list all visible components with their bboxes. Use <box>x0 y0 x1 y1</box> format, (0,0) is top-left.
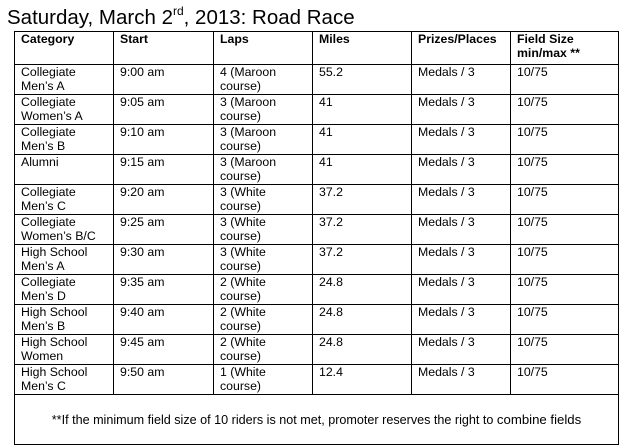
cell-field-size <box>511 335 619 365</box>
cell-start-line: 9:10 am <box>120 125 165 139</box>
cell-start-line: 9:45 am <box>120 335 165 349</box>
cell-start <box>114 185 214 215</box>
cell-start <box>114 275 214 305</box>
cell-prizes-line: Medals / 3 <box>418 365 475 379</box>
cell-prizes <box>412 65 511 95</box>
cell-field-size <box>511 155 619 185</box>
cell-field-size-line: 10/75 <box>517 335 548 349</box>
cell-start <box>114 155 214 185</box>
header-category: Category <box>15 32 114 65</box>
cell-category-line: High School <box>21 305 88 319</box>
cell-field-size <box>511 215 619 245</box>
cell-laps-line: 3 (Maroon <box>220 155 277 169</box>
cell-miles-line: 24.8 <box>319 305 343 319</box>
cell-laps-line: course) <box>220 169 262 183</box>
cell-miles <box>313 95 412 125</box>
cell-prizes-line: Medals / 3 <box>418 95 475 109</box>
cell-prizes <box>412 335 511 365</box>
cell-miles-line: 24.8 <box>319 275 343 289</box>
header-miles: Miles <box>313 32 412 65</box>
cell-field-size-line: 10/75 <box>517 125 548 139</box>
cell-category <box>15 215 114 245</box>
cell-laps-line: course) <box>220 259 262 273</box>
table-row <box>15 275 619 305</box>
cell-category-line: Men’s B <box>21 319 66 333</box>
cell-field-size <box>511 305 619 335</box>
cell-laps-line: 4 (Maroon <box>220 65 277 79</box>
cell-field-size-line: 10/75 <box>517 215 548 229</box>
cell-prizes-line: Medals / 3 <box>418 185 475 199</box>
cell-laps-line: 3 (White <box>220 245 266 259</box>
cell-category-line: Collegiate <box>21 125 76 139</box>
cell-category-line: Men’s A <box>21 79 65 93</box>
cell-laps-line: 2 (White <box>220 305 266 319</box>
cell-prizes <box>412 185 511 215</box>
title-date: Saturday, March 2 <box>7 6 173 29</box>
cell-prizes-line: Medals / 3 <box>418 245 475 259</box>
cell-prizes-line: Medals / 3 <box>418 275 475 289</box>
cell-field-size-line: 10/75 <box>517 185 548 199</box>
cell-category <box>15 275 114 305</box>
cell-laps-line: 1 (White <box>220 365 266 379</box>
race-schedule-table <box>14 31 619 445</box>
table-row <box>15 245 619 275</box>
cell-laps <box>214 65 313 95</box>
cell-category-line: Women’s A <box>21 109 83 123</box>
footnote <box>15 395 619 445</box>
cell-start <box>114 335 214 365</box>
cell-field-size <box>511 95 619 125</box>
cell-category <box>15 65 114 95</box>
cell-miles-line: 37.2 <box>319 245 343 259</box>
cell-laps-line: 2 (White <box>220 335 266 349</box>
cell-prizes <box>412 125 511 155</box>
cell-field-size <box>511 65 619 95</box>
cell-laps-line: 3 (Maroon <box>220 95 277 109</box>
cell-laps <box>214 215 313 245</box>
cell-miles-line: 55.2 <box>319 65 343 79</box>
cell-category-line: Collegiate <box>21 215 76 229</box>
cell-prizes-line: Medals / 3 <box>418 305 475 319</box>
cell-category-line: Collegiate <box>21 95 76 109</box>
table-row <box>15 365 619 395</box>
table-row <box>15 155 619 185</box>
cell-miles <box>313 275 412 305</box>
cell-start-line: 9:20 am <box>120 185 165 199</box>
cell-category-line: Men’s B <box>21 139 66 153</box>
cell-miles-line: 12.4 <box>319 365 343 379</box>
cell-start <box>114 305 214 335</box>
cell-laps-line: course) <box>220 199 262 213</box>
cell-prizes-line: Medals / 3 <box>418 215 475 229</box>
cell-category <box>15 305 114 335</box>
cell-prizes-line: Medals / 3 <box>418 155 475 169</box>
cell-laps-line: 2 (White <box>220 275 266 289</box>
title-ordinal-suffix: rd <box>172 4 184 18</box>
cell-laps-line: course) <box>220 79 262 93</box>
cell-start <box>114 215 214 245</box>
cell-start-line: 9:35 am <box>120 275 165 289</box>
header-field-size <box>511 32 619 65</box>
cell-category <box>15 335 114 365</box>
cell-start <box>114 245 214 275</box>
cell-laps-line: 3 (Maroon <box>220 125 277 139</box>
cell-start <box>114 365 214 395</box>
cell-prizes <box>412 245 511 275</box>
title-event: , 2013: Road Race <box>183 6 355 29</box>
cell-miles <box>313 305 412 335</box>
cell-miles-line: 41 <box>319 155 333 169</box>
cell-category <box>15 185 114 215</box>
cell-miles-line: 37.2 <box>319 215 343 229</box>
cell-laps <box>214 365 313 395</box>
cell-category-line: Collegiate <box>21 185 76 199</box>
cell-miles <box>313 185 412 215</box>
cell-start <box>114 125 214 155</box>
cell-laps <box>214 125 313 155</box>
cell-field-size <box>511 125 619 155</box>
cell-laps <box>214 275 313 305</box>
cell-laps-line: course) <box>220 139 262 153</box>
cell-start-line: 9:15 am <box>120 155 165 169</box>
cell-category-line: Men’s D <box>21 289 66 303</box>
cell-prizes <box>412 305 511 335</box>
cell-category <box>15 155 114 185</box>
header-field-size-line1: Field Size <box>517 32 574 46</box>
cell-field-size <box>511 365 619 395</box>
cell-miles-line: 37.2 <box>319 185 343 199</box>
cell-prizes-line: Medals / 3 <box>418 65 475 79</box>
cell-laps <box>214 245 313 275</box>
cell-laps-line: 3 (White <box>220 215 266 229</box>
cell-start <box>114 65 214 95</box>
cell-category <box>15 245 114 275</box>
cell-field-size-line: 10/75 <box>517 305 548 319</box>
cell-start <box>114 95 214 125</box>
footnote-emphasis: combine fields <box>496 411 582 427</box>
cell-category-line: Alumni <box>21 155 59 169</box>
cell-laps-line: course) <box>220 289 262 303</box>
table-row <box>15 125 619 155</box>
cell-laps-line: course) <box>220 319 262 333</box>
cell-laps <box>214 95 313 125</box>
header-laps: Laps <box>214 32 313 65</box>
table-row <box>15 335 619 365</box>
cell-prizes <box>412 365 511 395</box>
cell-field-size <box>511 185 619 215</box>
cell-start-line: 9:25 am <box>120 215 165 229</box>
cell-field-size-line: 10/75 <box>517 275 548 289</box>
cell-start-line: 9:50 am <box>120 365 165 379</box>
cell-prizes-line: Medals / 3 <box>418 125 475 139</box>
cell-field-size-line: 10/75 <box>517 65 548 79</box>
cell-laps-line: course) <box>220 229 262 243</box>
cell-category <box>15 365 114 395</box>
cell-miles <box>313 65 412 95</box>
cell-miles <box>313 245 412 275</box>
cell-category-line: High School <box>21 365 88 379</box>
cell-miles-line: 24.8 <box>319 335 343 349</box>
cell-laps <box>214 335 313 365</box>
table-row <box>15 95 619 125</box>
table-row <box>15 305 619 335</box>
table-row <box>15 215 619 245</box>
cell-miles-line: 41 <box>319 95 333 109</box>
header-start: Start <box>114 32 214 65</box>
cell-prizes <box>412 275 511 305</box>
cell-laps <box>214 155 313 185</box>
cell-laps-line: 3 (White <box>220 185 266 199</box>
table-row <box>15 65 619 95</box>
cell-laps <box>214 305 313 335</box>
header-prizes: Prizes/Places <box>412 32 511 65</box>
cell-category-line: Women’s B/C <box>21 229 96 243</box>
cell-category-line: High School <box>21 245 88 259</box>
cell-start-line: 9:40 am <box>120 305 165 319</box>
cell-miles <box>313 125 412 155</box>
cell-prizes <box>412 95 511 125</box>
cell-category-line: Men’s C <box>21 379 66 393</box>
cell-miles <box>313 215 412 245</box>
cell-prizes <box>412 155 511 185</box>
header-row <box>15 32 619 65</box>
cell-field-size-line: 10/75 <box>517 155 548 169</box>
cell-laps <box>214 185 313 215</box>
cell-miles <box>313 155 412 185</box>
cell-category-line: Collegiate <box>21 65 76 79</box>
cell-prizes <box>412 215 511 245</box>
cell-miles-line: 41 <box>319 125 333 139</box>
cell-start-line: 9:00 am <box>120 65 165 79</box>
cell-category-line: Women <box>21 349 64 363</box>
cell-start-line: 9:30 am <box>120 245 165 259</box>
cell-laps-line: course) <box>220 379 262 393</box>
cell-start-line: 9:05 am <box>120 95 165 109</box>
cell-category-line: Men’s A <box>21 259 65 273</box>
cell-field-size <box>511 245 619 275</box>
page-title <box>7 6 355 30</box>
cell-prizes-line: Medals / 3 <box>418 335 475 349</box>
cell-miles <box>313 365 412 395</box>
cell-category-line: High School <box>21 335 88 349</box>
cell-laps-line: course) <box>220 349 262 363</box>
cell-field-size-line: 10/75 <box>517 95 548 109</box>
cell-laps-line: course) <box>220 109 262 123</box>
table-row <box>15 185 619 215</box>
footnote-text: **If the minimum field size of 10 riders is not met, promoter reserves the right to <box>51 412 497 427</box>
cell-category <box>15 125 114 155</box>
cell-miles <box>313 335 412 365</box>
cell-field-size-line: 10/75 <box>517 245 548 259</box>
footnote-row <box>15 395 619 445</box>
cell-category-line: Men’s C <box>21 199 66 213</box>
cell-category-line: Collegiate <box>21 275 76 289</box>
cell-category <box>15 95 114 125</box>
header-field-size-line2: min/max ** <box>517 46 580 60</box>
cell-field-size <box>511 275 619 305</box>
cell-field-size-line: 10/75 <box>517 365 548 379</box>
